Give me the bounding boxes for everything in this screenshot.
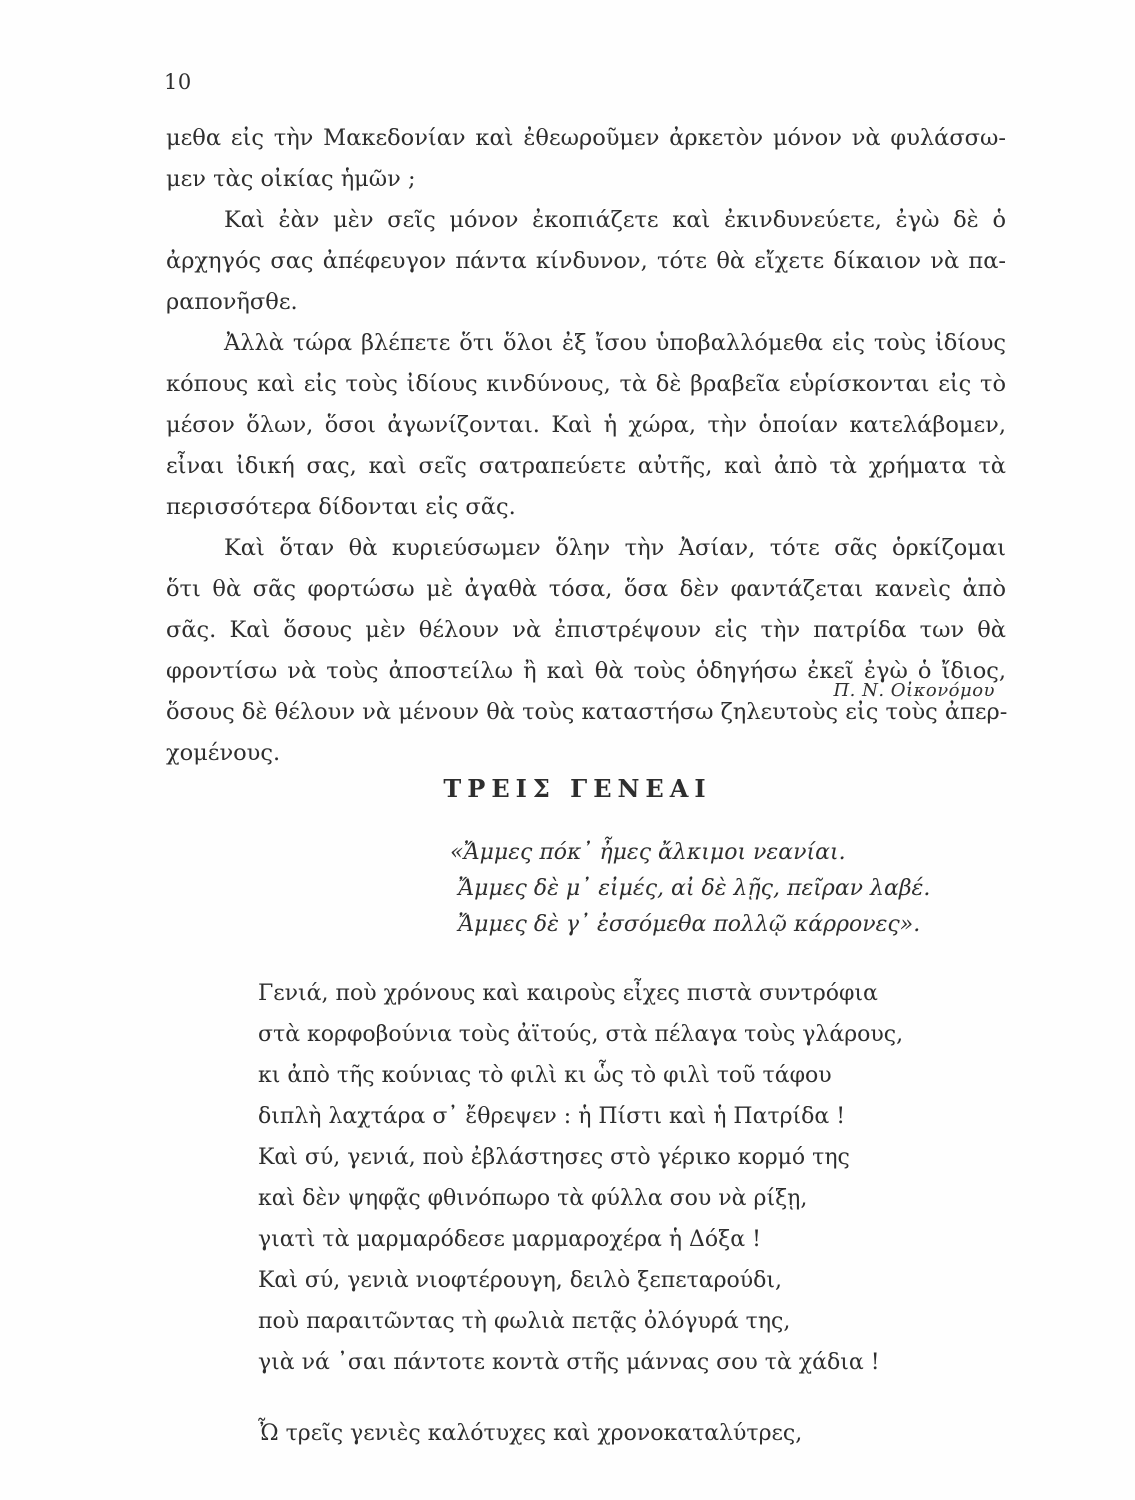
verse-line: κι ἀπὸ τῆς κούνιας τὸ φιλὶ κι ὧς τὸ φιλὶ τοῦ τάφου <box>258 1063 832 1088</box>
prose-line: φροντίσω νὰ τοὺς ἀποστείλω ἢ καὶ θὰ τοὺς ὁδηγήσω ἐκεῖ ἐγὼ ὁ ἴδιος, <box>166 658 1006 684</box>
prose-line: περισσότερα δίδονται εἰς σᾶς. <box>166 494 516 520</box>
verse-line: στὰ κορφοβούνια τοὺς ἀϊτούς, στὰ πέλαγα τοὺς γλάρους, <box>258 1022 904 1047</box>
prose-line: κόπους καὶ εἰς τοὺς ἰδίους κινδύνους, τὰ δὲ βραβεῖα εὑρίσκονται εἰς τὸ <box>166 371 1006 397</box>
epigraph-line: «Ἄμμες πόκ᾽ ἦμες ἄλκιμοι νεανίαι. <box>450 840 846 865</box>
prose-line: μεν τὰς οἰκίας ἡμῶν ; <box>166 166 416 192</box>
prose-line: μεθα εἰς τὴν Μακεδονίαν καὶ ἐθεωροῦμεν ἀρκετὸν μόνον νὰ φυλάσσω- <box>166 125 1006 151</box>
prose-line: ὅτι θὰ σᾶς φορτώσω μὲ ἀγαθὰ τόσα, ὅσα δὲν φαντάζεται κανεὶς ἀπὸ <box>166 576 1006 602</box>
page-number: 10 <box>164 70 192 94</box>
verse-line: Καὶ σύ, γενιὰ νιοφτέρουγη, δειλὸ ξεπεταρούδι, <box>258 1268 783 1293</box>
prose-line: Ἀλλὰ τώρα βλέπετε ὅτι ὅλοι ἐξ ἴσου ὑποβαλλόμεθα εἰς τοὺς ἰδίους <box>224 330 1006 356</box>
verse-line: Γενιά, ποὺ χρόνους καὶ καιροὺς εἶχες πιστὰ συντρόφια <box>258 981 878 1006</box>
epigraph-line: Ἄμμες δὲ μ᾽ εἰμές, αἰ δὲ λῇς, πεῖραν λαβέ. <box>458 876 931 901</box>
prose-line: ραπονῆσθε. <box>166 289 298 315</box>
verse-line: Ὦ τρεῖς γενιὲς καλότυχες καὶ χρονοκαταλύτρες, <box>258 1421 803 1446</box>
prose-line: σᾶς. Καὶ ὅσους μὲν θέλουν νὰ ἐπιστρέψουν εἰς τὴν πατρίδα των θὰ <box>166 617 1006 643</box>
prose-line: Καὶ ἐὰν μὲν σεῖς μόνον ἐκοπιάζετε καὶ ἐκινδυνεύετε, ἐγὼ δὲ ὁ <box>224 207 1006 233</box>
prose-line: μέσον ὅλων, ὅσοι ἀγωνίζονται. Καὶ ἡ χώρα, τὴν ὁποίαν κατελάβομεν, <box>166 412 1006 438</box>
prose-line: χομένους. <box>166 740 281 766</box>
prose-line: ἀρχηγός σας ἀπέφευγον πάντα κίνδυνον, τότε θὰ εἴχετε δίκαιον νὰ πα- <box>166 248 1006 274</box>
verse-line: γιὰ νά ᾽σαι πάντοτε κοντὰ στῆς μάννας σου τὰ χάδια ! <box>258 1350 880 1375</box>
author-signature: Π. Ν. Οἰκονόμου <box>833 680 995 701</box>
verse-line: Καὶ σύ, γενιά, ποὺ ἐβλάστησες στὸ γέρικο κορμό της <box>258 1145 850 1170</box>
poem-epigraph <box>450 835 1010 943</box>
prose-line: Καὶ ὅταν θὰ κυριεύσωμεν ὅλην τὴν Ἀσίαν, τότε σᾶς ὁρκίζομαι <box>224 535 1006 561</box>
prose-text <box>166 118 1006 774</box>
prose-line: εἶναι ἰδική σας, καὶ σεῖς σατραπεύετε αὐτῆς, καὶ ἀπὸ τὰ χρήματα τὰ <box>166 453 1006 479</box>
poem-title: ΤΡΕΙΣ ΓΕΝΕΑΙ <box>443 774 712 803</box>
verse-line: γιατὶ τὰ μαρμαρόδεσε μαρμαροχέρα ἡ Δόξα ! <box>258 1227 761 1252</box>
prose-line: ὅσους δὲ θέλουν νὰ μένουν θὰ τοὺς καταστήσω ζηλευτοὺς εἰς τοὺς ἀπερ- <box>166 699 1008 725</box>
epigraph-line: Ἄμμες δὲ γ᾽ ἐσσόμεθα πολλῷ κάρρονες». <box>458 912 921 937</box>
verse-line: διπλὴ λαχτάρα σ᾽ ἔθρεψεν : ἡ Πίστι καὶ ἡ Πατρίδα ! <box>258 1104 846 1129</box>
verse-line: καὶ δὲν ψηφᾷς φθινόπωρο τὰ φύλλα σου νὰ ρίξῃ, <box>258 1186 808 1211</box>
poem-verses <box>258 973 1018 1454</box>
verse-line: ποὺ παραιτῶντας τὴ φωλιὰ πετᾷς ὀλόγυρά της, <box>258 1309 791 1334</box>
